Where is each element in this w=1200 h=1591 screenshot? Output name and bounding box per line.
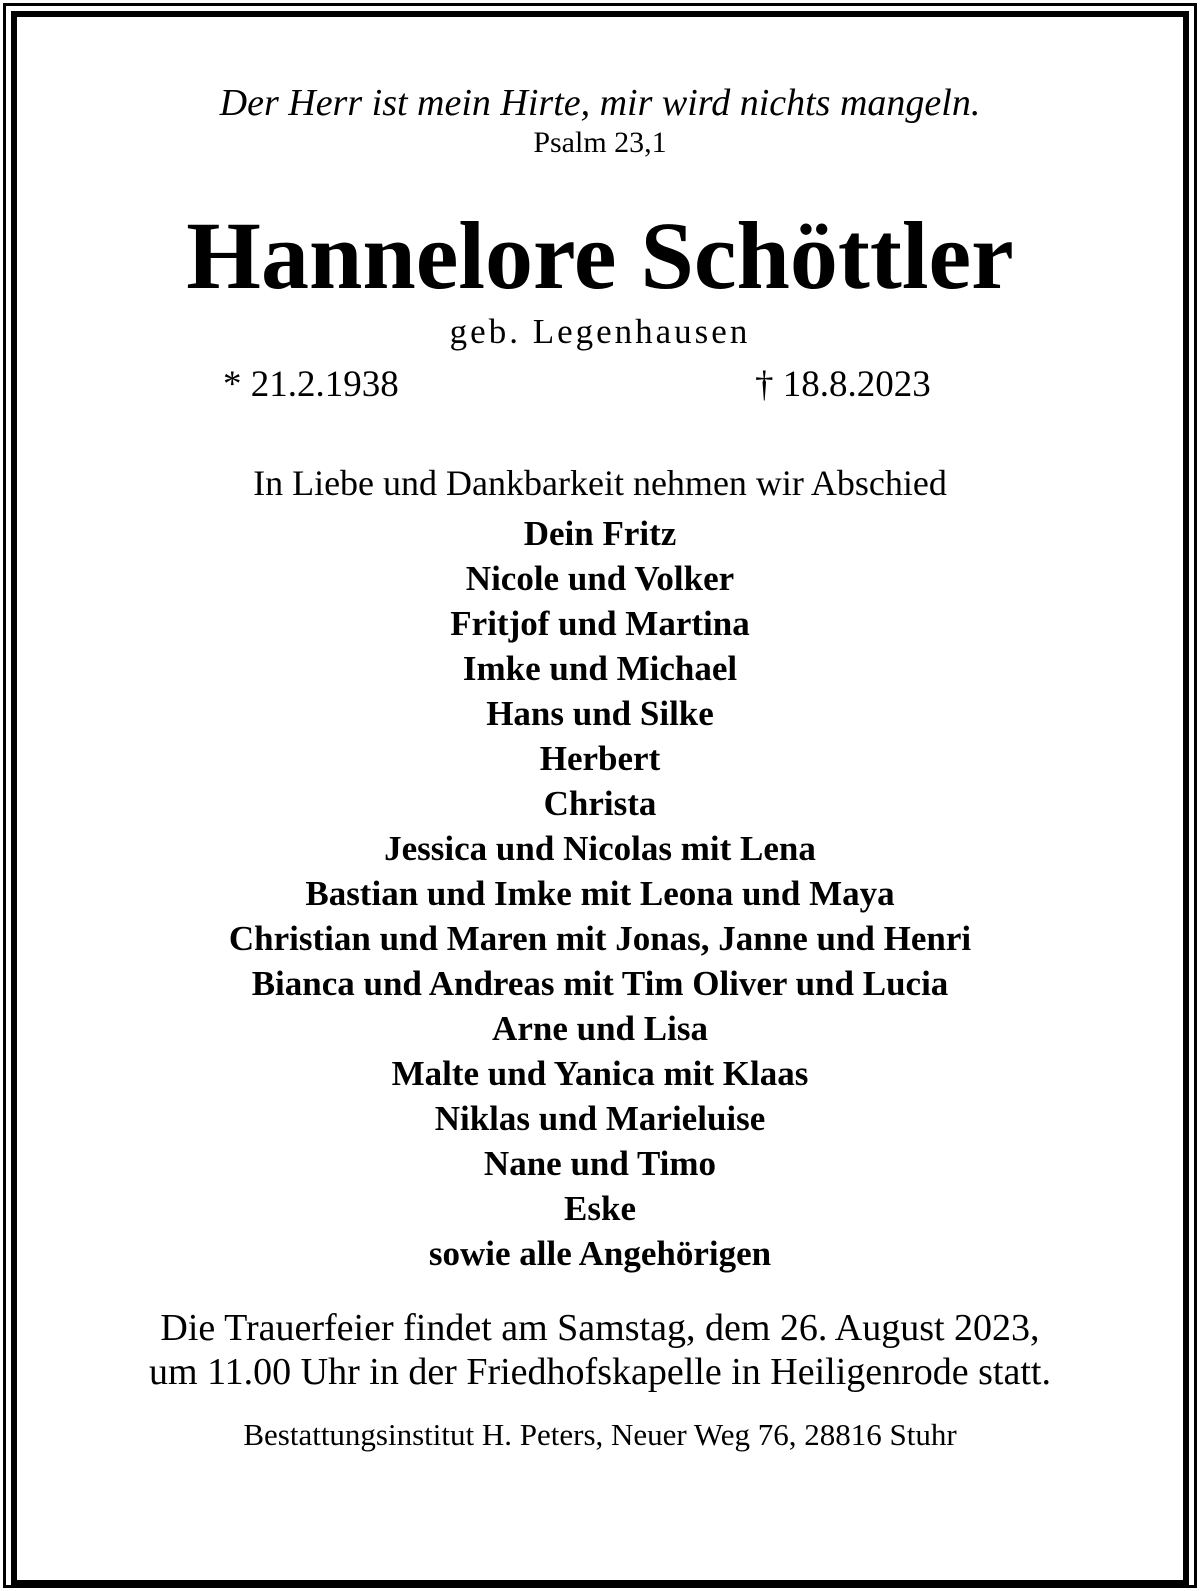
- mourner-entry: Nicole und Volker: [465, 559, 735, 598]
- birth-date: * 21.2.1938: [223, 364, 399, 405]
- death-date: † 18.8.2023: [755, 364, 931, 405]
- mourner-entry: Niklas und Marieluise: [434, 1099, 766, 1138]
- mourner-entry: Bianca und Andreas mit Tim Oliver und Lucia: [251, 964, 949, 1003]
- deceased-name: Hannelore Schöttler: [186, 202, 1014, 309]
- mourners-list: [17, 511, 1183, 1276]
- undertaker-info: Bestattungsinstitut H. Peters, Neuer Weg 76, 28816 Stuhr: [243, 1417, 957, 1452]
- mourner-entry: Imke und Michael: [462, 649, 738, 688]
- mourner-entry: Dein Fritz: [523, 514, 677, 553]
- mourner-entry: Jessica und Nicolas mit Lena: [384, 829, 816, 868]
- mourner-entry: Arne und Lisa: [492, 1009, 708, 1048]
- mourner-entry: Fritjof und Martina: [450, 604, 750, 643]
- mourner-entry: Christa: [543, 784, 657, 823]
- mourner-entry: Herbert: [539, 739, 661, 778]
- mourner-entry: sowie alle Angehörigen: [428, 1234, 772, 1273]
- ceremony-line-1: Die Trauerfeier findet am Samstag, dem 26. August 2023,: [160, 1307, 1040, 1349]
- ceremony-line-2: um 11.00 Uhr in der Friedhofskapelle in Heiligenrode statt.: [149, 1351, 1051, 1393]
- mourner-entry: Hans und Silke: [486, 694, 714, 733]
- farewell-line: In Liebe und Dankbarkeit nehmen wir Abschied: [253, 463, 947, 503]
- life-dates: [17, 361, 1183, 409]
- bible-verse: Der Herr ist mein Hirte, mir wird nichts mangeln.: [219, 82, 981, 124]
- mourner-entry: Christian und Maren mit Jonas, Janne und Henri: [228, 919, 972, 958]
- mourner-entry: Nane und Timo: [483, 1144, 717, 1183]
- maiden-name: geb. Legenhausen: [449, 312, 751, 351]
- ceremony-info: [17, 1306, 1183, 1394]
- mourner-entry: Eske: [564, 1189, 636, 1228]
- verse-reference: Psalm 23,1: [533, 126, 667, 159]
- obituary-notice: [17, 17, 1183, 1454]
- mourner-entry: Bastian und Imke mit Leona und Maya: [305, 874, 895, 913]
- mourner-entry: Malte und Yanica mit Klaas: [391, 1054, 809, 1093]
